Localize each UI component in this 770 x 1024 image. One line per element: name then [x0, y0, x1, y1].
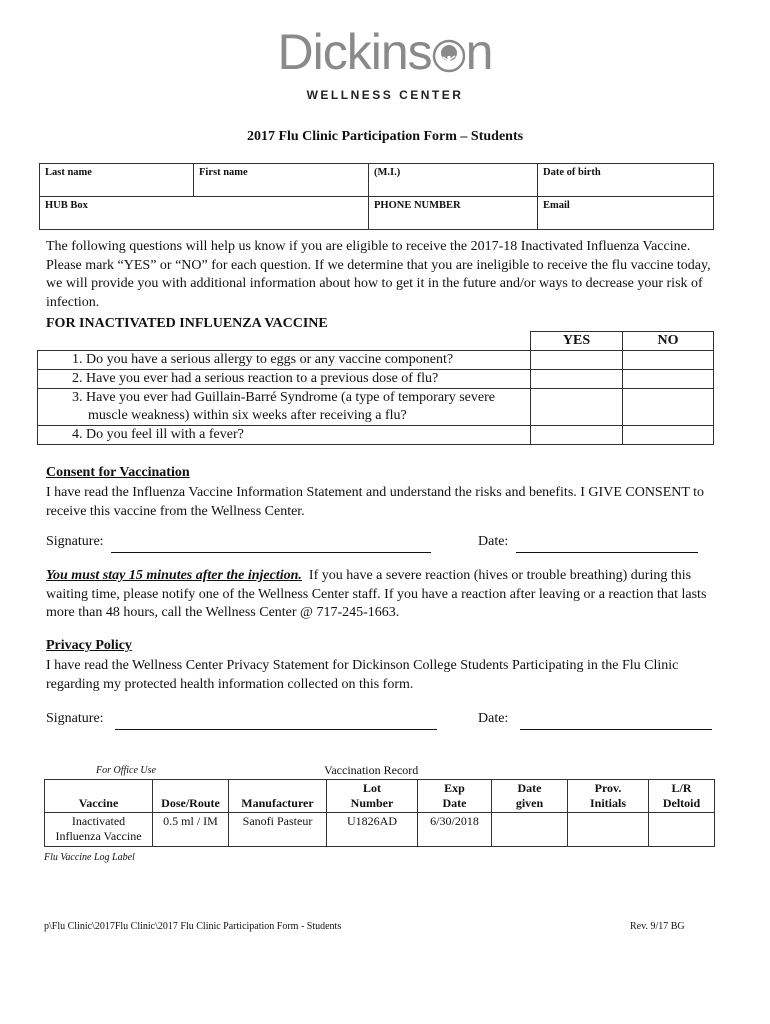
vaccination-record-title: Vaccination Record — [324, 763, 419, 777]
consent-date-line[interactable] — [516, 536, 698, 553]
consent-signature-row — [46, 534, 431, 553]
consent-date-row — [478, 534, 698, 553]
phone-field[interactable]: PHONE NUMBER — [369, 197, 538, 230]
question-row — [38, 370, 714, 389]
logo — [0, 24, 770, 102]
signature-label: Signature: — [46, 534, 104, 549]
header-dose-route: Dose/Route — [153, 780, 229, 813]
consent-text: I have read the Influenza Vaccine Information Statement and understand the risks and benefits. I GIVE CONSENT to receive this vaccine from the Wellness Center. — [46, 485, 705, 519]
cell-exp-date: 6/30/2018 — [418, 813, 492, 847]
header-exp-date: Exp Date — [418, 780, 492, 813]
first-name-field[interactable]: First name — [194, 164, 369, 197]
vaccination-record-table — [44, 779, 715, 847]
cell-prov-initials[interactable] — [568, 813, 649, 847]
header-lr-deltoid: L/R Deltoid — [649, 780, 715, 813]
privacy-signature-row — [46, 711, 437, 730]
cell-date-given[interactable] — [492, 813, 568, 847]
question-text: 3. Have you ever had Guillain-Barré Syndrome (a type of temporary severe muscle weakness) within six weeks after receiving a flu? — [38, 389, 531, 426]
waiting-warning — [46, 567, 726, 623]
privacy-date-line[interactable] — [520, 713, 712, 730]
question-row — [38, 351, 714, 370]
tree-icon — [432, 28, 466, 84]
question-text: 2. Have you ever had a serious reaction to a previous dose of flu? — [38, 370, 531, 389]
date-of-birth-field[interactable]: Date of birth — [538, 164, 714, 197]
privacy-date-row — [478, 711, 712, 730]
warning-text: If you have a severe reaction (hives or trouble breathing) during this waiting time, please notify one of the Wellness Center staff. If you have a reaction after leaving or a reaction that lasts more than 48 hours, call the Wellness Center @ 717-245-1663. — [46, 568, 707, 620]
cell-lr-deltoid[interactable] — [649, 813, 715, 847]
question-row — [38, 426, 714, 445]
header-lot-number: Lot Number — [327, 780, 418, 813]
yes-header: YES — [531, 332, 623, 351]
hub-box-field[interactable]: HUB Box — [40, 197, 369, 230]
yes-box[interactable] — [531, 351, 623, 370]
consent-title: Consent for Vaccination — [46, 465, 190, 480]
warning-emphasis: You must stay 15 minutes after the injection. — [46, 568, 302, 583]
yes-box[interactable] — [531, 426, 623, 445]
no-box[interactable] — [623, 351, 714, 370]
email-field[interactable]: Email — [538, 197, 714, 230]
logo-word-left: Dickins — [277, 24, 432, 80]
header-date-given: Date given — [492, 780, 568, 813]
cell-manufacturer: Sanofi Pasteur — [229, 813, 327, 847]
header-vaccine: Vaccine — [45, 780, 153, 813]
privacy-text: I have read the Wellness Center Privacy Statement for Dickinson College Students Participating in the Flu Clinic regarding my protected health information collected on this form. — [46, 658, 679, 692]
privacy-title: Privacy Policy — [46, 638, 132, 653]
date-label: Date: — [478, 711, 509, 726]
consent-signature-line[interactable] — [111, 536, 431, 553]
table-row — [45, 813, 715, 847]
questions-table — [37, 331, 714, 445]
last-name-field[interactable]: Last name — [40, 164, 194, 197]
logo-word-right: n — [465, 24, 493, 80]
footer-revision: Rev. 9/17 BG — [630, 921, 685, 932]
footer-path: p\Flu Clinic\2017Flu Clinic\2017 Flu Clinic Participation Form - Students — [44, 921, 342, 932]
date-label: Date: — [478, 534, 509, 549]
no-box[interactable] — [623, 370, 714, 389]
no-header: NO — [623, 332, 714, 351]
office-use-label: For Office Use — [96, 765, 156, 776]
yes-box[interactable] — [531, 389, 623, 426]
logo-subtitle: WELLNESS CENTER — [306, 88, 464, 102]
cell-vaccine: Inactivated Influenza Vaccine — [45, 813, 153, 847]
intro-text: The following questions will help us know if you are eligible to receive the 2017-18 Inactivated Influenza Vaccine. Please mark “YES” or “NO” for each question. If we determine that you are ineligible to receive the flu vaccine today, we will provide you with additional information about how to get it in the future and/or ways to decrease your risk of infection. — [46, 239, 711, 310]
question-text: 4. Do you feel ill with a fever? — [38, 426, 531, 445]
header-manufacturer: Manufacturer — [229, 780, 327, 813]
form-title: 2017 Flu Clinic Participation Form – Students — [246, 129, 524, 144]
no-box[interactable] — [623, 426, 714, 445]
no-box[interactable] — [623, 389, 714, 426]
student-info-table — [39, 163, 714, 230]
privacy-signature-line[interactable] — [115, 713, 437, 730]
header-prov-initials: Prov. Initials — [568, 780, 649, 813]
yes-box[interactable] — [531, 370, 623, 389]
mi-field[interactable]: (M.I.) — [369, 164, 538, 197]
question-row — [38, 389, 714, 426]
log-label: Flu Vaccine Log Label — [44, 852, 135, 863]
cell-dose-route: 0.5 ml / IM — [153, 813, 229, 847]
signature-label: Signature: — [46, 711, 104, 726]
vaccine-section-heading: FOR INACTIVATED INFLUENZA VACCINE — [46, 316, 328, 331]
question-text: 1. Do you have a serious allergy to eggs or any vaccine component? — [38, 351, 531, 370]
cell-lot-number: U1826AD — [327, 813, 418, 847]
